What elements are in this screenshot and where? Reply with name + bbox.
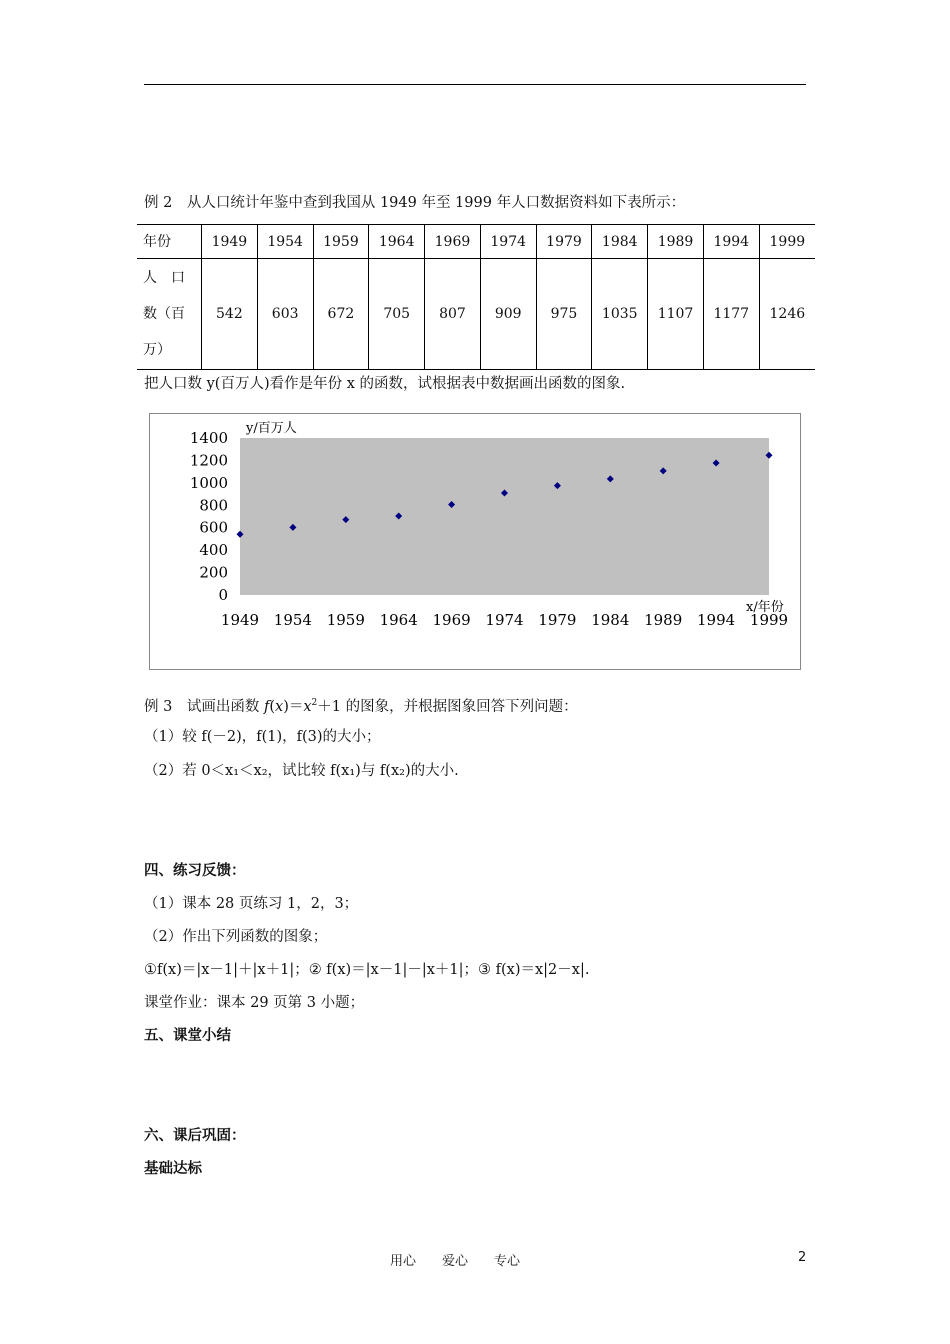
population-cell: 672 xyxy=(313,259,369,370)
section6-subtitle: 基础达标 xyxy=(144,1161,202,1177)
population-chart xyxy=(149,413,801,670)
table-header-population xyxy=(137,259,202,370)
year-cell: 1974 xyxy=(480,225,536,259)
example3-statement xyxy=(144,693,578,717)
population-cell: 1035 xyxy=(592,259,648,370)
chart-svg xyxy=(150,414,800,669)
population-table xyxy=(137,224,815,370)
example3-question2: （2）若 0＜x₁＜x₂，试比较 f(x₁)与 f(x₂)的大小. xyxy=(144,763,459,779)
plot-area xyxy=(240,438,769,595)
table-header-year: 年份 xyxy=(137,225,202,259)
function-name: f xyxy=(263,698,270,715)
header-rule xyxy=(144,84,806,85)
y-tick-label: 400 xyxy=(199,541,228,560)
table-row-population xyxy=(137,259,815,370)
population-cell: 1107 xyxy=(648,259,704,370)
year-cell: 1999 xyxy=(759,225,815,259)
x-tick-label: 1959 xyxy=(326,611,365,629)
example3-rest: ＋1 的图象，并根据图象回答下列问题： xyxy=(317,698,578,715)
x-tick-label: 1984 xyxy=(591,611,630,629)
year-cell: 1954 xyxy=(257,225,313,259)
y-axis-ticks xyxy=(190,429,228,604)
y-tick-label: 800 xyxy=(199,496,228,515)
y-tick-label: 600 xyxy=(199,518,228,537)
x-axis-ticks xyxy=(221,611,788,629)
section6-title: 六、课后巩固： xyxy=(144,1128,246,1144)
population-cell: 909 xyxy=(480,259,536,370)
section4-item2: （2）作出下列函数的图象； xyxy=(144,929,328,945)
population-cell: 705 xyxy=(369,259,425,370)
example3-eq: )＝ xyxy=(283,698,304,715)
year-cell: 1964 xyxy=(369,225,425,259)
section4-item1: （1）课本 28 页练习 1，2，3； xyxy=(144,896,359,912)
row-label-line: 人 口 xyxy=(143,270,185,286)
example2-after-table: 把人口数 y(百万人)看作是年份 x 的函数，试根据表中数据画出函数的图象. xyxy=(144,376,626,392)
function-var: x xyxy=(303,698,312,715)
year-cell: 1949 xyxy=(202,225,258,259)
x-tick-label: 1974 xyxy=(485,611,524,629)
x-tick-label: 1994 xyxy=(697,611,736,629)
y-tick-label: 1400 xyxy=(189,429,228,447)
function-var: x xyxy=(275,698,284,715)
row-label-line: 数（百 xyxy=(143,306,185,322)
exponent: 2 xyxy=(311,698,318,708)
year-cell: 1969 xyxy=(425,225,481,259)
table-row-years xyxy=(137,225,815,259)
example3-paren: ( xyxy=(269,698,275,715)
row-label-line: 万） xyxy=(143,342,171,358)
x-tick-label: 1969 xyxy=(432,611,471,629)
population-cell: 975 xyxy=(536,259,592,370)
example3-question1: （1）较 f(－2)，f(1)，f(3)的大小； xyxy=(144,729,381,745)
x-axis-label: x/年份 xyxy=(746,600,784,615)
population-cell: 1246 xyxy=(759,259,815,370)
section4-homework: 课堂作业：课本 29 页第 3 小题； xyxy=(144,995,365,1011)
x-tick-label: 1954 xyxy=(273,611,312,629)
x-tick-label: 1989 xyxy=(644,611,683,629)
section4-item3: ①f(x)＝|x－1|＋|x＋1|；② f(x)＝|x－1|－|x＋1|；③ f(x)＝x|2－x|. xyxy=(144,962,590,978)
population-cell: 603 xyxy=(257,259,313,370)
x-tick-label: 1949 xyxy=(220,611,260,629)
year-cell: 1979 xyxy=(536,225,592,259)
section4-title: 四、练习反馈： xyxy=(144,863,246,879)
y-tick-label: 1200 xyxy=(189,451,228,470)
y-tick-label: 1000 xyxy=(189,473,228,492)
year-cell: 1959 xyxy=(313,225,369,259)
y-axis-label: y/百万人 xyxy=(246,421,297,436)
year-cell: 1989 xyxy=(648,225,704,259)
example2-intro: 例 2 从人口统计年鉴中查到我国从 1949 年至 1999 年人口数据资料如下表所示： xyxy=(144,195,686,211)
y-tick-label: 0 xyxy=(218,586,228,604)
x-tick-label: 1999 xyxy=(749,611,789,629)
population-cell: 542 xyxy=(202,259,258,370)
example3-text: 例 3 试画出函数 xyxy=(144,698,264,715)
page-number: 2 xyxy=(798,1250,807,1265)
year-cell: 1984 xyxy=(592,225,648,259)
section5-title: 五、课堂小结 xyxy=(144,1028,231,1044)
population-cell: 807 xyxy=(425,259,481,370)
year-cell: 1994 xyxy=(703,225,759,259)
footer-motto: 用心 爱心 专心 xyxy=(390,1254,521,1269)
population-cell: 1177 xyxy=(703,259,759,370)
x-tick-label: 1979 xyxy=(538,611,577,629)
x-tick-label: 1964 xyxy=(379,611,418,629)
y-tick-label: 200 xyxy=(199,563,228,582)
